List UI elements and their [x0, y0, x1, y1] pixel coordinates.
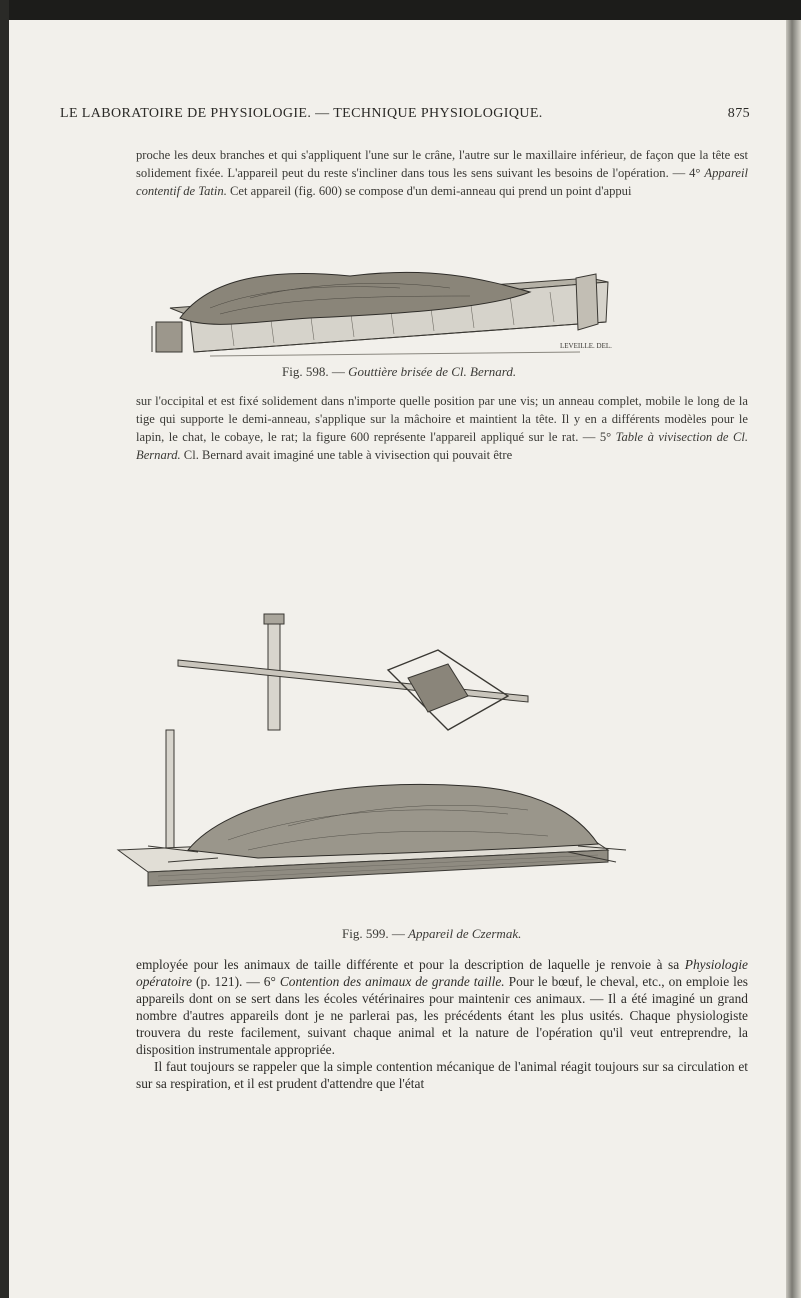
paragraph-2-text-a: sur l'occipital et est fixé solidement dans n'importe quelle position par une vis; un anneau complet, mobile le long de la tige qui supporte le demi-anneau, s'applique sur la mâchoire et maintient la tête. Il y en a différents modèles pour le lapin, le chat, le cobaye, le rat; la figure 600 représente l'appareil appliqué sur le rat. — 5°	[136, 394, 748, 444]
figure-598-caption-prefix: Fig. 598. —	[282, 364, 349, 379]
paragraph-1-text-a: proche les deux branches et qui s'appliquent l'une sur le crâne, l'autre sur le maxillaire inférieur, de façon que la tête est solidement fixée. L'appareil peut du reste s'incliner dans tous les sens suivant les besoins de l'opération. — 4°	[136, 148, 748, 180]
paragraph-1	[136, 146, 748, 200]
figure-599-illustration	[108, 600, 638, 910]
figure-599-caption-prefix: Fig. 599. —	[342, 926, 409, 941]
paragraph-2	[136, 392, 748, 464]
scan-dark-border-top	[0, 0, 801, 22]
page-number: 875	[727, 106, 750, 121]
paragraph-1-text-b: Cet appareil (fig. 600) se compose d'un demi-anneau qui prend un point d'appui	[226, 184, 632, 198]
paragraph-3-italic-b: Contention des animaux de grande taille.	[279, 974, 505, 989]
figure-598-signature: LEVEILLE. DEL.	[560, 342, 612, 350]
figure-598-caption-title: Gouttière brisée de Cl. Bernard.	[348, 364, 517, 379]
paragraph-3	[136, 956, 748, 1092]
figure-598-illustration	[150, 248, 618, 360]
book-edge	[786, 20, 801, 1298]
figure-599-caption-title: Appareil de Czermak.	[408, 926, 522, 941]
running-header-title: LE LABORATOIRE DE PHYSIOLOGIE. — TECHNIQUE PHYSIOLOGIQUE.	[60, 106, 543, 121]
paragraph-2-text-b: Cl. Bernard avait imaginé une table à vivisection qui pouvait être	[180, 448, 513, 462]
paragraph-2-italic: Table à vivisection de Cl. Bernard.	[136, 430, 748, 462]
paragraph-3-text-a: employée pour les animaux de taille différente et pour la description de laquelle je renvoie à sa	[136, 957, 685, 972]
paragraph-3-italic-a: Physiologie opératoire	[136, 957, 748, 989]
figure-599-caption	[342, 926, 521, 942]
paragraph-3-text-c: Pour le bœuf, le cheval, etc., on emploie les appareils dont on se sert dans les écoles vétérinaires pour maintenir ces animaux. — Il a été imaginé un grand nombre d'autres appareils dont je ne parlerai pas, les précédents étant les plus usités. Chaque physiologiste trouvera du reste facilement, suivant chaque animal et la nature de l'opération qu'il veut entreprendre, la disposition instrumentale appropriée.	[136, 974, 748, 1057]
scan-dark-border-left	[0, 0, 9, 1298]
paragraph-3-text-d: Il faut toujours se rappeler que la simple contention mécanique de l'animal réagit toujours sur sa circulation et sur sa respiration, et il est prudent d'attendre que l'état	[136, 1059, 748, 1091]
paragraph-3-text-b: (p. 121). — 6°	[192, 974, 280, 989]
figure-598-caption	[282, 364, 516, 380]
paragraph-1-italic: Appareil contentif de Tatin.	[136, 166, 748, 198]
